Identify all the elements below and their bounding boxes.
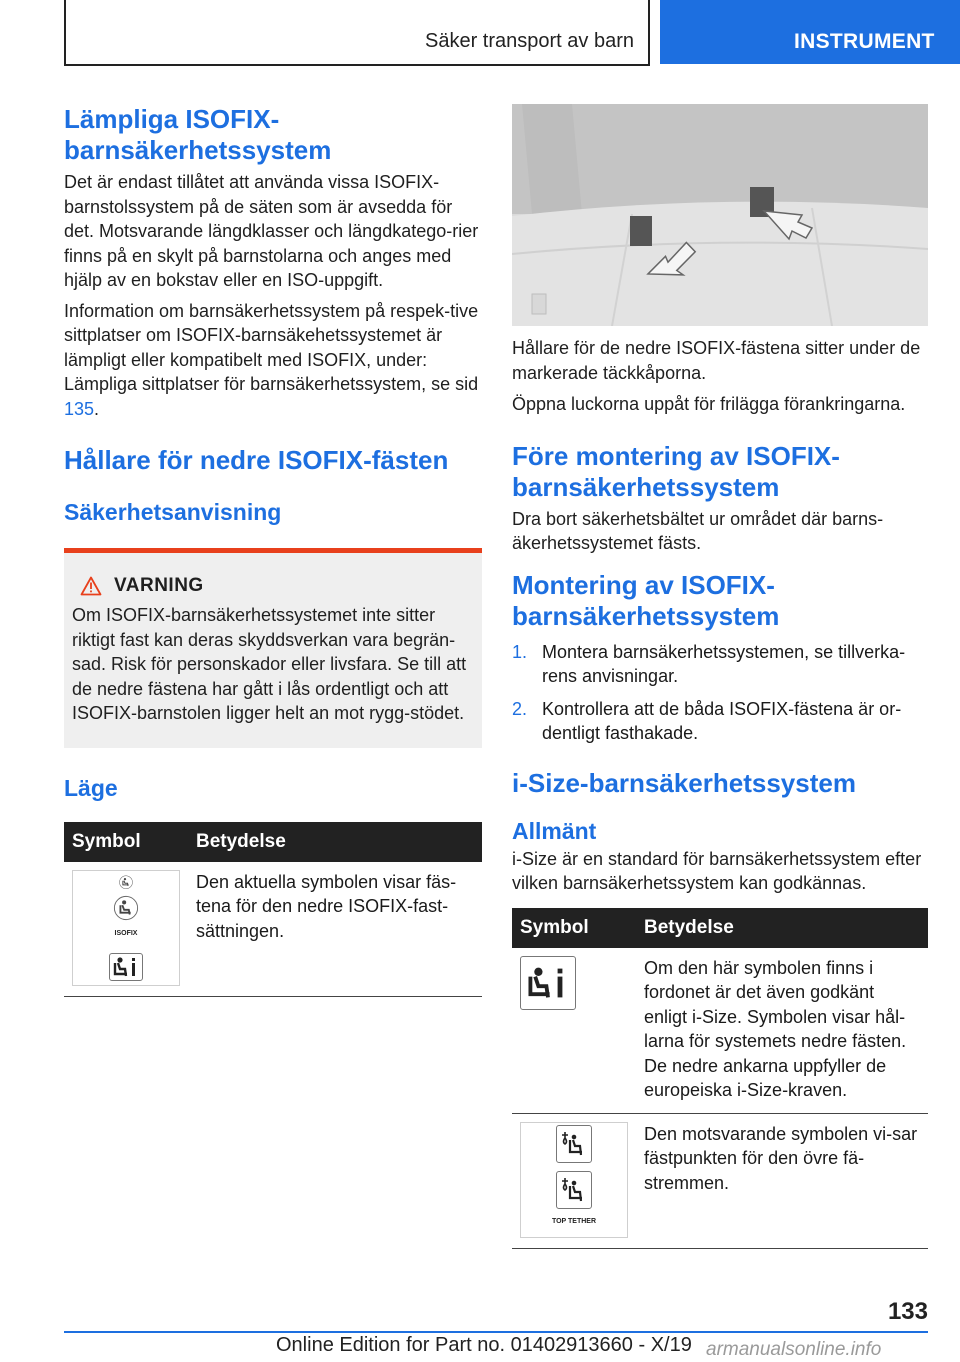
chapter-box	[64, 0, 650, 66]
step-text: Montera barnsäkerhetssystemen, se tillverka-rens anvisningar.	[542, 641, 906, 686]
photo-caption-1: Hållare för de nedre ISOFIX-fästena sitter under de markerade täckkåporna.	[512, 338, 921, 383]
isofix-child-seat-icon	[113, 895, 139, 921]
heading-holders: Hållare för nedre ISOFIX-fästen	[64, 445, 449, 475]
top-tether-anchor-icon	[559, 1128, 589, 1160]
warning-box	[64, 548, 482, 748]
column-header-symbol: Symbol	[64, 822, 188, 862]
list-item	[512, 640, 928, 689]
top-tether-symbol	[556, 1125, 592, 1163]
top-tether-symbol	[556, 1171, 592, 1209]
page-header	[0, 0, 960, 66]
page-number: 133	[887, 1298, 928, 1325]
table-row	[64, 862, 482, 997]
heading-before-mounting: Före montering av ISOFIX-barnsäkerhetssystem	[512, 440, 840, 502]
left-column	[64, 104, 482, 997]
watermark: armanualsonline.info	[706, 1339, 882, 1360]
heading-position: Läge	[64, 774, 118, 801]
isize-symbol-table	[512, 908, 928, 1249]
symbol-frame	[72, 870, 180, 986]
list-item	[512, 697, 928, 746]
section-title: INSTRUMENT	[794, 30, 935, 53]
isofix-child-seat-icon	[112, 875, 140, 890]
rear-seat-illustration	[512, 104, 928, 326]
isofix-symbol-table	[64, 822, 482, 997]
paragraph-intro: Det är endast tillåtet att använda vissa ISOFIX-barnstolssystem på de säten som är avsedda för det. Motsvarande längdklasser och längdkatego-rier finns på en skylt på barnstolarna och anges med hjälp av en bokstav eller en ISO-uppgift.	[64, 172, 479, 290]
warning-title: VARNING	[114, 575, 204, 596]
heading-isize: i-Size-barnsäkerhetssystem	[512, 767, 856, 798]
page-link-135[interactable]: 135	[64, 398, 95, 419]
edition-note: Online Edition for Part no. 01402913660 - X/19	[276, 1334, 692, 1356]
section-tab[interactable]	[660, 0, 960, 64]
isize-child-seat-icon	[111, 954, 141, 980]
mounting-steps	[512, 640, 928, 746]
isofix-caption: ISOFIX	[114, 930, 138, 937]
paragraph-info-text: Information om barnsäkerhetssystem på respek-tive sittplatser om ISOFIX-barnsäkehetssystemet är lämpligt eller kompatibelt med ISOFIX, under: Lämpliga sittplatser för barnsäkerhetssystem, se sid	[64, 300, 479, 394]
step-number: 2.	[512, 698, 528, 719]
top-tether-labeled-symbol	[552, 1171, 596, 1235]
column-header-meaning: Betydelse	[188, 822, 482, 862]
right-column	[512, 104, 928, 1249]
top-tether-anchor-icon	[559, 1174, 589, 1206]
heading-general: Allmänt	[512, 817, 597, 844]
meaning-cell: Den aktuella symbolen visar fäs-tena för den nedre ISOFIX-fast-sättningen.	[188, 862, 482, 997]
column-header-meaning: Betydelse	[636, 908, 928, 948]
isofix-seat-photo	[512, 104, 928, 326]
table-row	[512, 1113, 928, 1248]
warning-text: Om ISOFIX-barnsäkerhetssystemet inte sitter riktigt fast kan deras skyddsverkan vara begrän-sad. Risk för personskador eller livsfara. Se till att de nedre fästena har gått i lås ordentligt och att ISOFIX-barnstolen ligger helt an mot rygg-stödet.	[72, 605, 467, 723]
chapter-title: Säker transport av barn	[425, 30, 634, 52]
isofix-labeled-symbol	[113, 895, 139, 947]
symbol-cell	[512, 1113, 636, 1248]
paragraph-info	[64, 299, 482, 422]
paragraph-general: i-Size är en standard för barnsäkerhetssystem efter vilken barnsäkerhetssystem kan godkännas.	[512, 848, 922, 893]
table-row	[512, 948, 928, 1114]
top-tether-caption: TOP TETHER	[551, 1217, 597, 1225]
photo-caption-2: Öppna luckorna uppåt för frilägga förankringarna.	[512, 394, 906, 414]
step-text: Kontrollera att de båda ISOFIX-fästena är or-dentligt fasthakade.	[542, 698, 902, 743]
paragraph-before-mounting: Dra bort säkerhetsbältet ur området där barns-äkerhetssystemet fästs.	[512, 508, 884, 553]
symbol-cell	[64, 862, 188, 997]
heading-safety-notice: Säkerhetsanvisning	[64, 499, 282, 525]
meaning-cell: Om den här symbolen finns i fordonet är det även godkänt enligt i-Size. Symbolen visar hål-larna för systemets nedre fästen. De nedre ankarna uppfyller de europeiska i-Size-kraven.	[636, 948, 928, 1114]
heading-mounting: Montering av ISOFIX-barnsäkerhetssystem	[512, 569, 780, 631]
step-number: 1.	[512, 641, 528, 662]
isize-child-seat-icon	[524, 962, 572, 1004]
meaning-cell: Den motsvarande symbolen vi-sar fästpunkten för den övre fä-stremmen.	[636, 1113, 928, 1248]
isize-symbol	[520, 956, 576, 1010]
warning-header	[80, 575, 470, 597]
column-header-symbol: Symbol	[512, 908, 636, 948]
symbol-frame	[520, 1122, 628, 1238]
warning-triangle-icon	[80, 576, 102, 596]
footer-divider	[64, 1331, 928, 1333]
heading-suitable-isofix: Lämpliga ISOFIX-barnsäkerhetssystem	[64, 104, 332, 165]
isize-symbol	[109, 953, 143, 981]
paragraph-info-end: .	[94, 398, 100, 419]
symbol-cell	[512, 948, 636, 1114]
